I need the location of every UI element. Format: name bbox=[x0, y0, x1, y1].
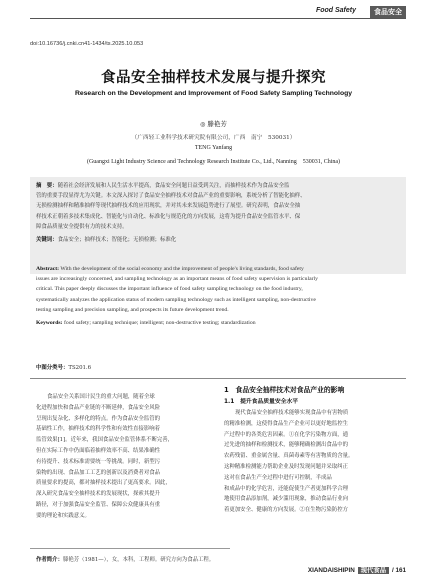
footnote-label: 作者简介： bbox=[36, 557, 63, 563]
body-line: 路径，对于加强食品安全监管、保障公众健康具有重 bbox=[36, 501, 160, 508]
body-line: 这种精准检测能力帮助企业及时发现问题并采取纠正 bbox=[224, 463, 348, 470]
abstract-cn bbox=[36, 181, 402, 232]
keywords-en-text: food safety; sampling technique; intelligent; non-destructive testing; standardization bbox=[63, 320, 256, 326]
keywords-cn bbox=[36, 235, 402, 245]
classification bbox=[36, 363, 91, 371]
body-line: 质量要求的提高，都对抽样技术提出了更高要求。因此， bbox=[36, 480, 171, 487]
affiliation-en: (Guangxi Light Industry Science and Technology Research Institute Co., Ltd., Nanning 530031, China) bbox=[86, 159, 341, 165]
keywords-en bbox=[36, 318, 402, 328]
body-line: 有待提升、技术标准需要统一等挑战。同时，新型污 bbox=[36, 458, 160, 465]
abstract-en-label: Abstract: bbox=[36, 266, 60, 272]
body-left-column bbox=[36, 392, 216, 522]
body-right-column bbox=[224, 385, 404, 516]
body-line: 过先进的抽样和检测技术，能够精确检测出食品中的 bbox=[224, 442, 348, 449]
abstract-line: 管的重要手段显得尤为关键。本文深入探讨了食品安全抽样技术对食品产业的重要影响，系统分析了智能化抽样、 bbox=[36, 193, 306, 200]
running-header bbox=[30, 6, 406, 19]
body-line: 要的理论和实践意义。 bbox=[36, 512, 90, 519]
doi[interactable]: doi:10.16736/j.cnki.cn41-1434/ts.2025.10.053 bbox=[30, 41, 144, 47]
author-name: 滕艳芳 bbox=[207, 120, 227, 128]
body-line: 但在实际工作中仍面临着抽样效率不高、结果准确性 bbox=[36, 447, 160, 454]
footnote-text: 滕艳芳（1981—），女，本科，工程师。研究方向为食品工程。 bbox=[62, 557, 215, 563]
author-en: TENG Yanfang bbox=[194, 145, 233, 151]
keywords-label: 关键词： bbox=[36, 237, 58, 243]
abstract-en-line: testing sampling and precision sampling, and prospects its future development trend. bbox=[36, 306, 229, 313]
author-marker-icon: ◎ bbox=[200, 121, 206, 128]
journal-name: XIANDAISHIPIN bbox=[307, 567, 355, 574]
body-line: 食品安全关系国计民生的重大问题，随着全球 bbox=[47, 394, 155, 400]
subsection-heading: 1.1 提升食品质量安全水平 bbox=[224, 399, 299, 405]
page-footer: XIANDAISHIPIN 现代食品 / 161 bbox=[307, 567, 406, 574]
body-line: 现代食品安全抽样技术能够实现食品中有害物质 bbox=[235, 410, 349, 416]
page-number: 161 bbox=[395, 567, 406, 574]
abstract-line: 无损检测抽样和精准抽样等现代抽样技术的应用现状，并对其未来发展趋势进行了展望。研究表明，食品安全抽 bbox=[36, 203, 301, 210]
abstract-line: 摘 要：随着社会经济发展和人民生活水平提高，食品安全问题日益受到关注，而抽样技术作为食品安全监 bbox=[36, 183, 290, 189]
body-line: 化进程加快和食品产业链的不断延伸，食品安全风险 bbox=[36, 404, 160, 411]
journal-tag: 现代食品 bbox=[358, 567, 389, 574]
abstract-en-line: issues are increasingly concerned, and sampling technology as an important means of food safety supervision is particularly bbox=[36, 276, 318, 283]
keywords-en-label: Keywords: bbox=[36, 320, 63, 326]
section-name: Food Safety bbox=[315, 7, 356, 14]
abstract-line: 障食品质量安全提供有力的技术支持。 bbox=[36, 223, 128, 230]
paper-title: 食品安全抽样技术发展与提升探究 bbox=[101, 70, 326, 86]
section-tag: 食品安全 bbox=[370, 6, 406, 18]
abstract-en-line: Abstract: With the development of the social economy and the improvement of people's living standards, food safety bbox=[36, 266, 304, 272]
body-line: 这对在食品生产全过程中进行可控制，半成品 bbox=[224, 474, 332, 481]
keywords-text: 食品安全；抽样技术；智能化；无损检测；标准化 bbox=[57, 237, 177, 243]
body-line: 基础性工作，抽样技术的科学性和有效性直接影响着 bbox=[36, 426, 160, 433]
section-heading: 1 食品安全抽样技术对食品产业的影响 bbox=[224, 386, 345, 394]
paper-title-en: Research on the Development and Improvement of Food Safety Sampling Technology bbox=[74, 90, 353, 97]
body-line: 染物的出现、食品加工工艺的创新以及消费者对食品 bbox=[36, 469, 160, 476]
body-line: 产过程中的各类危害因素。①在化学污染物方面，通 bbox=[224, 431, 348, 438]
classification-value: TS201.6 bbox=[68, 365, 92, 371]
affiliation: （广西轻工业科学技术研究院有限公司，广西 南宁 530031） bbox=[131, 135, 296, 141]
classification-label: 中图分类号： bbox=[36, 365, 69, 371]
divider bbox=[30, 378, 406, 379]
author bbox=[0, 119, 427, 128]
body-line: 着更加安全、健康的方向发展。②在生物污染防控方 bbox=[224, 507, 348, 514]
body-line: 监管效果[1]。近年来，我国食品安全监管体系不断完善， bbox=[36, 437, 174, 444]
footnote bbox=[36, 555, 214, 563]
body-line: 的精准检测，这使得食品生产企业可以更好地监控生 bbox=[224, 420, 348, 427]
body-line: 和成品中的化学危害，还能促使生产者更加科学合理 bbox=[224, 485, 348, 492]
body-line: 地使用食品添加剂，减少滥用现象，推动食品行业向 bbox=[224, 496, 348, 503]
body-line: 呈现出复杂化、多样化的特点。作为食品安全监管的 bbox=[36, 415, 160, 422]
footnote-rule bbox=[30, 548, 230, 549]
abstract-en-line: systematically analyzes the application status of modern sampling technology such as intelligent sampling, non-destructive bbox=[36, 296, 316, 303]
body-line: 深入研究食品安全抽样技术的发展现状，探索其提升 bbox=[36, 491, 160, 498]
abstract-en-line: critical. This paper deeply discusses the important influence of food safety sampling technology on the food industry, bbox=[36, 286, 303, 293]
abstract-line: 样技术正朝着多技术集成化、智能化与自动化、标准化与规范化的方向发展，这将为提升食品安全监管水平、保 bbox=[36, 213, 301, 220]
abstract-en bbox=[36, 264, 402, 315]
abstract-label: 摘 要： bbox=[36, 183, 58, 189]
body-line: 农药残留、重金属含量、真菌毒素等有害物质的含量。 bbox=[224, 453, 354, 460]
